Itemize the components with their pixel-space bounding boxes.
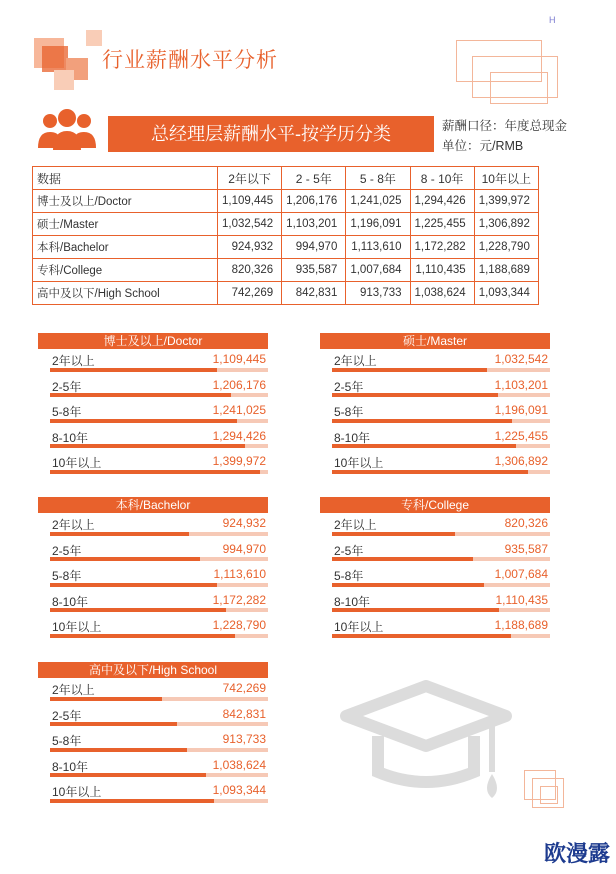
bar-category-label: 2年以上 [334, 518, 377, 532]
decor-frame [490, 72, 548, 104]
section-banner: 总经理层薪酬水平-按学历分类 [108, 116, 434, 152]
bar [50, 773, 206, 777]
bar-track [50, 608, 268, 612]
bar-category-label: 2-5年 [52, 543, 82, 558]
bar-track [50, 583, 268, 587]
bar-track [50, 470, 268, 474]
bar-row [320, 349, 550, 375]
bar-track [50, 634, 268, 638]
decor-square [86, 30, 102, 46]
bar-category-label: 2年以上 [52, 354, 95, 368]
bar-track [332, 532, 550, 536]
people-icon [36, 108, 98, 152]
bar-track [332, 419, 550, 423]
table-cell: 1,007,684 [346, 259, 410, 282]
bar-row [320, 375, 550, 401]
bar-row [38, 590, 268, 616]
table-cell: 本科/Bachelor [33, 236, 218, 259]
table-cell: 924,932 [218, 236, 282, 259]
chart-panel-high-school [38, 662, 268, 806]
unit-label: 单位：元/RMB [442, 139, 524, 153]
bar-row [320, 590, 550, 616]
bar [50, 748, 187, 752]
corner-mark: H [549, 15, 556, 25]
bar-category-label: 8-10年 [334, 594, 371, 609]
table-cell: 1,225,455 [410, 213, 474, 236]
table-header-cell: 2年以下 [218, 167, 282, 190]
table-cell: 1,038,624 [410, 282, 474, 305]
bar [50, 368, 217, 372]
bar-row [38, 400, 268, 426]
bar-row [320, 451, 550, 477]
salary-table [32, 166, 539, 305]
table-cell: 1,032,542 [218, 213, 282, 236]
table-cell: 742,269 [218, 282, 282, 305]
bar-track [332, 444, 550, 448]
chart-title: 博士及以上/Doctor [38, 333, 268, 349]
bar-track [332, 608, 550, 612]
bar [50, 722, 177, 726]
table-cell: 994,970 [282, 236, 346, 259]
table-row [33, 259, 539, 282]
bar-row [38, 564, 268, 590]
bar-track [50, 444, 268, 448]
bar [332, 608, 499, 612]
bar-track [50, 532, 268, 536]
bar [50, 444, 245, 448]
bar-value-label: 1,228,790 [212, 618, 266, 632]
bar-category-label: 10年以上 [52, 785, 102, 799]
bar-category-label: 10年以上 [334, 620, 384, 634]
bar-value-label: 1,038,624 [212, 757, 266, 772]
bar-row [38, 451, 268, 477]
bar [332, 557, 473, 561]
bar-category-label: 2-5年 [334, 543, 364, 558]
decor-square [54, 70, 74, 90]
bar-category-label: 2年以上 [52, 683, 95, 697]
chart-panel-college [320, 497, 550, 641]
table-row [33, 282, 539, 305]
bar-row [38, 755, 268, 781]
bar-row [320, 400, 550, 426]
bar [50, 557, 200, 561]
bar-value-label: 913,733 [222, 732, 266, 746]
table-cell: 1,188,689 [474, 259, 538, 282]
chart-title: 高中及以下/High School [38, 662, 268, 678]
bar [50, 393, 231, 397]
table-row [33, 213, 539, 236]
bar-track [50, 393, 268, 397]
table-header-cell: 10年以上 [474, 167, 538, 190]
bar [332, 393, 498, 397]
bar-value-label: 994,970 [222, 541, 266, 556]
bar [50, 634, 235, 638]
bar-track [50, 368, 268, 372]
bar-track [50, 419, 268, 423]
graduation-cap-icon [336, 680, 516, 810]
bar [50, 799, 214, 803]
bar-category-label: 10年以上 [334, 456, 384, 470]
table-cell: 1,093,344 [474, 282, 538, 305]
table-header-cell: 8 - 10年 [410, 167, 474, 190]
bar-row [38, 349, 268, 375]
bar-track [50, 557, 268, 561]
bar-category-label: 2年以上 [52, 518, 95, 532]
chart-title: 本科/Bachelor [38, 497, 268, 513]
table-cell: 1,196,091 [346, 213, 410, 236]
bar-value-label: 1,188,689 [494, 618, 548, 632]
bar-category-label: 5-8年 [52, 734, 82, 748]
chart-title: 硕士/Master [320, 333, 550, 349]
bar-category-label: 8-10年 [52, 430, 89, 445]
bar-category-label: 10年以上 [52, 620, 102, 634]
table-cell: 1,399,972 [474, 190, 538, 213]
table-row [33, 190, 539, 213]
chart-panel-bachelor [38, 497, 268, 641]
bar [332, 583, 484, 587]
bar [332, 634, 511, 638]
table-cell: 935,587 [282, 259, 346, 282]
bar [332, 470, 528, 474]
bar-value-label: 1,110,435 [495, 592, 548, 607]
bar-track [332, 368, 550, 372]
table-cell: 913,733 [346, 282, 410, 305]
bar-track [50, 697, 268, 701]
table-cell: 820,326 [218, 259, 282, 282]
table-cell: 硕士/Master [33, 213, 218, 236]
table-cell: 1,109,445 [218, 190, 282, 213]
bar-category-label: 8-10年 [52, 594, 89, 609]
bar-value-label: 1,007,684 [494, 567, 548, 581]
bar [332, 368, 487, 372]
bar-category-label: 5-8年 [52, 569, 82, 583]
bar-track [50, 722, 268, 726]
bar-value-label: 842,831 [222, 706, 266, 721]
table-header-row [33, 167, 539, 190]
bar-row [38, 426, 268, 452]
bar [50, 583, 217, 587]
table-cell: 高中及以下/High School [33, 282, 218, 305]
table-cell: 1,103,201 [282, 213, 346, 236]
bar-value-label: 742,269 [222, 681, 266, 695]
bar [332, 532, 455, 536]
bar-row [320, 426, 550, 452]
bar-row [320, 539, 550, 565]
bar-value-label: 1,241,025 [212, 403, 266, 417]
watermark-logo: 欧漫露 [543, 841, 610, 866]
bar-value-label: 1,103,201 [494, 377, 548, 392]
bar-row [38, 780, 268, 806]
bar-track [332, 557, 550, 561]
bar-value-label: 1,206,176 [212, 377, 266, 392]
bar-category-label: 2-5年 [52, 379, 82, 394]
bar-value-label: 1,109,445 [212, 352, 266, 366]
bar-row [320, 564, 550, 590]
chart-title: 专科/College [320, 497, 550, 513]
bar-row [38, 615, 268, 641]
bar [332, 444, 516, 448]
bar [50, 470, 260, 474]
bar-track [332, 583, 550, 587]
bar [332, 419, 512, 423]
bar-value-label: 1,196,091 [494, 403, 548, 417]
table-row [33, 236, 539, 259]
bar-track [332, 634, 550, 638]
bar [50, 697, 162, 701]
chart-panel-master [320, 333, 550, 477]
bar-row [38, 729, 268, 755]
table-cell: 1,228,790 [474, 236, 538, 259]
table-cell: 1,206,176 [282, 190, 346, 213]
bar-row [320, 513, 550, 539]
bar-category-label: 2-5年 [52, 708, 82, 723]
table-cell: 1,241,025 [346, 190, 410, 213]
bar [50, 608, 226, 612]
table-header-cell: 2 - 5年 [282, 167, 346, 190]
table-header-cell: 5 - 8年 [346, 167, 410, 190]
bar-track [50, 748, 268, 752]
bar-category-label: 5-8年 [334, 405, 364, 419]
bar-category-label: 5-8年 [52, 405, 82, 419]
bar-category-label: 10年以上 [52, 456, 102, 470]
bar-value-label: 1,399,972 [212, 454, 266, 468]
bar-track [332, 470, 550, 474]
bar-value-label: 1,225,455 [494, 428, 548, 443]
bar-category-label: 8-10年 [52, 759, 89, 774]
salary-caliber: 薪酬口径：年度总现金 [442, 119, 568, 133]
bar-value-label: 1,306,892 [494, 454, 548, 468]
bar-value-label: 820,326 [504, 516, 548, 530]
bar-value-label: 924,932 [222, 516, 266, 530]
bar-value-label: 1,172,282 [212, 592, 266, 607]
bar-row [38, 704, 268, 730]
bar-value-label: 1,032,542 [494, 352, 548, 366]
page-title: 行业薪酬水平分析 [102, 49, 278, 72]
table-cell: 842,831 [282, 282, 346, 305]
table-cell: 1,172,282 [410, 236, 474, 259]
bar-category-label: 8-10年 [334, 430, 371, 445]
chart-panel-doctor [38, 333, 268, 477]
bar-category-label: 2年以上 [334, 354, 377, 368]
table-header-cell: 数据 [33, 167, 218, 190]
bar-track [50, 799, 268, 803]
table-cell: 1,294,426 [410, 190, 474, 213]
bar-row [38, 678, 268, 704]
table-cell: 专科/College [33, 259, 218, 282]
bar [50, 532, 189, 536]
bar-value-label: 1,294,426 [212, 428, 266, 443]
bar-category-label: 2-5年 [334, 379, 364, 394]
bar-track [50, 773, 268, 777]
bar-track [332, 393, 550, 397]
table-cell: 1,110,435 [410, 259, 474, 282]
decor-frame [540, 786, 558, 804]
bar-value-label: 935,587 [504, 541, 548, 556]
bar-row [38, 513, 268, 539]
bar-row [38, 375, 268, 401]
bar-value-label: 1,113,610 [213, 567, 266, 581]
bar-category-label: 5-8年 [334, 569, 364, 583]
bar-value-label: 1,093,344 [212, 783, 266, 797]
bar [50, 419, 237, 423]
table-cell: 1,306,892 [474, 213, 538, 236]
decor-square [42, 46, 68, 72]
table-cell: 1,113,610 [346, 236, 410, 259]
bar-row [320, 615, 550, 641]
table-cell: 博士及以上/Doctor [33, 190, 218, 213]
bar-row [38, 539, 268, 565]
